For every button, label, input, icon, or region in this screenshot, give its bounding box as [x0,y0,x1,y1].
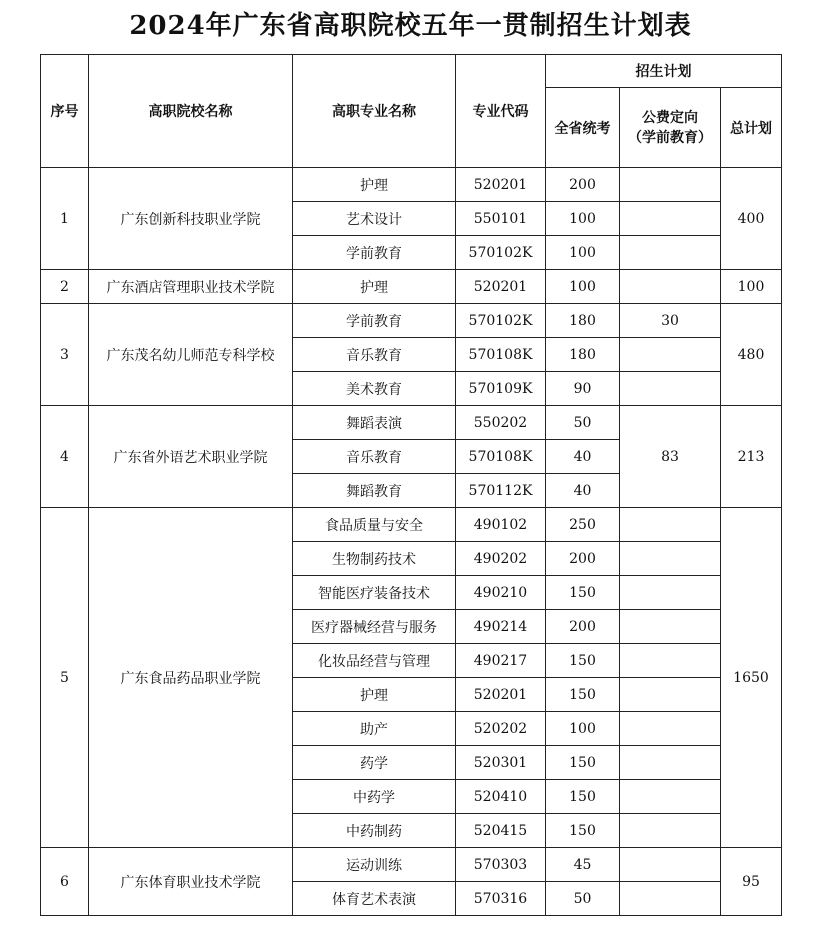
public-directed-cell [620,746,721,780]
public-directed-cell [620,372,721,406]
provincial-cell: 180 [546,304,620,338]
school-name-cell: 广东食品药品职业学院 [89,508,293,848]
table-body [41,168,782,916]
major-code-cell: 570112K [456,474,546,508]
provincial-cell: 250 [546,508,620,542]
major-name-cell: 舞蹈表演 [293,406,456,440]
table-row [41,270,782,304]
provincial-cell: 40 [546,440,620,474]
public-directed-cell [620,236,721,270]
provincial-cell: 150 [546,814,620,848]
seq-cell: 1 [41,168,89,270]
major-name-cell: 舞蹈教育 [293,474,456,508]
seq-cell: 2 [41,270,89,304]
major-code-cell: 520201 [456,168,546,202]
table-row [41,848,782,882]
major-name-cell: 护理 [293,168,456,202]
total-cell: 100 [721,270,782,304]
provincial-cell: 150 [546,644,620,678]
header-plan-group: 招生计划 [546,55,782,88]
public-directed-cell [620,168,721,202]
header-code: 专业代码 [456,55,546,168]
header-total: 总计划 [721,88,782,168]
total-cell: 95 [721,848,782,916]
public-directed-cell [620,270,721,304]
major-name-cell: 音乐教育 [293,338,456,372]
provincial-cell: 100 [546,236,620,270]
provincial-cell: 50 [546,882,620,916]
seq-cell: 4 [41,406,89,508]
major-code-cell: 520410 [456,780,546,814]
school-name-cell: 广东酒店管理职业技术学院 [89,270,293,304]
table-row [41,304,782,338]
major-code-cell: 570108K [456,338,546,372]
major-name-cell: 药学 [293,746,456,780]
header-major: 高职专业名称 [293,55,456,168]
major-name-cell: 学前教育 [293,304,456,338]
major-code-cell: 570109K [456,372,546,406]
provincial-cell: 100 [546,270,620,304]
major-code-cell: 520201 [456,270,546,304]
major-name-cell: 化妆品经营与管理 [293,644,456,678]
major-name-cell: 生物制药技术 [293,542,456,576]
seq-cell: 3 [41,304,89,406]
major-name-cell: 艺术设计 [293,202,456,236]
major-name-cell: 医疗器械经营与服务 [293,610,456,644]
provincial-cell: 45 [546,848,620,882]
major-code-cell: 550101 [456,202,546,236]
public-directed-cell: 30 [620,304,721,338]
major-name-cell: 中药学 [293,780,456,814]
header-public-line2: （学前教育） [628,129,712,146]
provincial-cell: 50 [546,406,620,440]
provincial-cell: 200 [546,542,620,576]
provincial-cell: 150 [546,746,620,780]
header-seq: 序号 [41,55,89,168]
page-title: 2024年广东省高职院校五年一贯制招生计划表 [129,11,692,41]
provincial-cell: 90 [546,372,620,406]
public-directed-cell [620,202,721,236]
total-cell: 400 [721,168,782,270]
public-directed-cell [620,644,721,678]
enrollment-plan-table [40,54,782,916]
major-code-cell: 490210 [456,576,546,610]
major-code-cell: 520201 [456,678,546,712]
major-name-cell: 中药制药 [293,814,456,848]
header-public-line1: 公费定向 [642,109,698,126]
school-name-cell: 广东体育职业技术学院 [89,848,293,916]
major-code-cell: 520202 [456,712,546,746]
major-name-cell: 护理 [293,270,456,304]
major-code-cell: 490217 [456,644,546,678]
major-name-cell: 美术教育 [293,372,456,406]
school-name-cell: 广东茂名幼儿师范专科学校 [89,304,293,406]
major-name-cell: 助产 [293,712,456,746]
public-directed-cell [620,610,721,644]
major-code-cell: 490202 [456,542,546,576]
major-code-cell: 520415 [456,814,546,848]
major-code-cell: 520301 [456,746,546,780]
major-name-cell: 智能医疗装备技术 [293,576,456,610]
major-name-cell: 音乐教育 [293,440,456,474]
major-code-cell: 570102K [456,304,546,338]
major-code-cell: 490102 [456,508,546,542]
major-code-cell: 570316 [456,882,546,916]
total-cell: 1650 [721,508,782,848]
school-name-cell: 广东省外语艺术职业学院 [89,406,293,508]
provincial-cell: 200 [546,168,620,202]
header-public-directed [620,88,721,168]
major-code-cell: 550202 [456,406,546,440]
major-name-cell: 食品质量与安全 [293,508,456,542]
major-code-cell: 490214 [456,610,546,644]
provincial-cell: 100 [546,202,620,236]
public-directed-cell [620,576,721,610]
provincial-cell: 180 [546,338,620,372]
provincial-cell: 100 [546,712,620,746]
provincial-cell: 150 [546,576,620,610]
public-directed-cell [620,848,721,882]
public-directed-cell [620,542,721,576]
total-cell: 213 [721,406,782,508]
public-directed-cell [620,814,721,848]
public-directed-cell [620,508,721,542]
provincial-cell: 200 [546,610,620,644]
public-directed-cell: 83 [620,406,721,508]
provincial-cell: 150 [546,780,620,814]
school-name-cell: 广东创新科技职业学院 [89,168,293,270]
header-provincial: 全省统考 [546,88,620,168]
provincial-cell: 150 [546,678,620,712]
total-cell: 480 [721,304,782,406]
public-directed-cell [620,882,721,916]
major-code-cell: 570108K [456,440,546,474]
public-directed-cell [620,780,721,814]
public-directed-cell [620,338,721,372]
major-code-cell: 570102K [456,236,546,270]
public-directed-cell [620,712,721,746]
header-school: 高职院校名称 [89,55,293,168]
major-name-cell: 运动训练 [293,848,456,882]
provincial-cell: 40 [546,474,620,508]
table-row [41,508,782,542]
table-row [41,406,782,440]
major-name-cell: 学前教育 [293,236,456,270]
seq-cell: 5 [41,508,89,848]
major-name-cell: 护理 [293,678,456,712]
seq-cell: 6 [41,848,89,916]
table-row [41,168,782,202]
major-code-cell: 570303 [456,848,546,882]
public-directed-cell [620,678,721,712]
major-name-cell: 体育艺术表演 [293,882,456,916]
